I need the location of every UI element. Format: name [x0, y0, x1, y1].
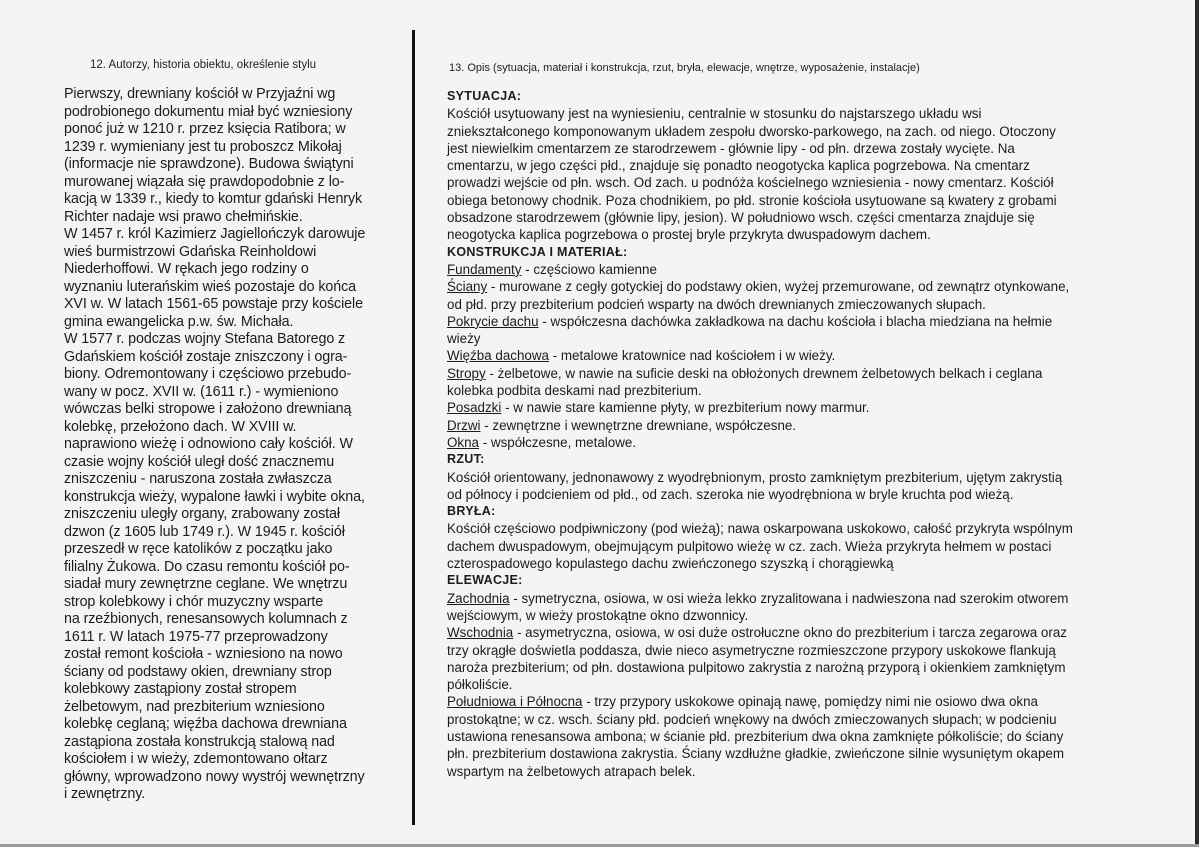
history-line: główny, wprowadzono nowy wystrój wewnętrzny	[64, 768, 365, 785]
history-line: biony. Odremontowany i częściowo przebudo-	[64, 366, 352, 382]
history-line: Pierwszy, drewniany kościół w Przyjaźni wg	[64, 86, 336, 102]
term-label: Ściany	[447, 279, 488, 295]
history-line: wyznaniu luterańskim wieś pozostaje do końca	[64, 278, 357, 295]
term-line	[447, 365, 1179, 382]
history-line: został remont kościoła - wzniesiono na nowo	[64, 646, 343, 662]
description-line: płn. prezbiterium dostawiona zakrystia. Ściany wzdłużne gładkie, zwieńczone silnie wysuniętym okapem	[447, 746, 1065, 762]
description-line: kolebka podbita deskami nad prezbiterium.	[447, 383, 702, 399]
term-line	[447, 417, 1179, 434]
section-title: KONSTRUKCJA I MATERIAŁ:	[447, 244, 628, 259]
history-line: kościołem i w wieży, zdemontowano ołtarz	[64, 751, 328, 767]
description-line: obiega betonowy chodnik. Poza chodnikiem, po płd. stronie kościoła usytuowane są kwatery z grobami	[447, 192, 1057, 208]
term-description: - współczesne, metalowe.	[479, 434, 637, 450]
description-line: prostokątne; w cz. wsch. ściany płd. podcień wnękowy na dwóch zmieczowanych słupach; w podcieniu	[447, 711, 1057, 727]
description-line: Kościół częściowo podpiwniczony (pod wieżą); nawa oskarpowana uskokowo, całość przykryta wspólnym	[447, 521, 1073, 537]
term-label: Drzwi	[447, 417, 481, 433]
history-line: zniszczeniu - naruszona została zwłaszcza	[64, 471, 332, 487]
term-description: - metalowe kratownice nad kościołem i w wieży.	[548, 348, 836, 364]
description-line: wieży	[447, 331, 481, 347]
history-line: Gdańskiem kościół zostaje zniszczony i ogra-	[64, 348, 348, 365]
term-description: - częściowo kamienne	[521, 261, 657, 277]
history-line: ściany od podstawy okien, drewniany strop	[64, 663, 332, 680]
history-header: 12. Autorzy, historia obiektu, określenie stylu	[90, 59, 317, 71]
description-line: dachem dwuspadowym, obejmującym pulpitowo wieżę w cz. zach. Wieża przykryta hełmem w postaci	[447, 538, 1052, 554]
history-line: kacją w 1339 r., kiedy to komtur gdański Henryk	[64, 191, 363, 207]
history-line: gmina ewangelicka p.w. św. Michała.	[64, 313, 294, 330]
description-text	[447, 88, 1179, 780]
term-label: Więźba dachowa	[447, 348, 549, 364]
term-line	[447, 278, 1179, 295]
history-line: Richter nadaje wsi prawo chełmińskie.	[64, 208, 303, 225]
term-description: - murowane z cegły gotyckiej do podstawy okien, wyżej przemurowane, od zewnątrz otynkowane,	[487, 279, 1070, 295]
term-label: Stropy	[447, 365, 486, 381]
description-header: 13. Opis (sytuacja, materiał i konstrukcja, rzut, bryła, elewacje, wnętrze, wyposażenie, instalacje)	[449, 62, 920, 74]
term-description: - trzy przypory uskokowe opinają nawę, pomiędzy nimi nie osiowo dwa okna	[582, 694, 1038, 710]
history-line: wieś burmistrzowi Gdańska Reinholdowi	[64, 243, 317, 260]
description-line: Kościół usytuowany jest na wyniesieniu, centralnie w stosunku do najstarszego układu wsi	[447, 106, 982, 122]
history-line: 1611 r. W latach 1975-77 przeprowadzony	[64, 628, 328, 645]
section-title: BRYŁA:	[447, 504, 496, 519]
history-text	[64, 86, 409, 804]
description-line: cmentarzu, w jego części płd., znajduje się ponadto neogotycka kaplica pogrzebowa. Na cmentarz	[447, 158, 1030, 174]
term-description: - symetryczna, osiowa, w osi wieża lekko zryzalitowana i nadwieszona nad szerokim otworem	[509, 590, 1069, 606]
history-line: żelbetowym, nad prezbiterium wzniesiono	[64, 698, 325, 715]
description-line: od północy i podcieniem od płd., od zach. szeroka nie wyodrębniona w bryle kruchta pod wieżą.	[447, 486, 1014, 502]
description-line: wspartym na żelbetowych atrapach belek.	[447, 763, 696, 779]
history-line: naprawiono wieżę i odnowiono cały kościół. W	[64, 436, 353, 452]
column-divider	[412, 30, 415, 825]
term-line	[447, 590, 1179, 607]
history-line: na rzeźbionych, renesansowych kolumnach z	[64, 611, 348, 627]
term-line	[447, 624, 1179, 641]
history-line: czasie wojny kościół uległ dość znacznemu	[64, 453, 335, 470]
description-line: ustawiona renesansowa ambona; w ścianie płd. prezbiterium dwa okna zamknięte półkoliście; do ściany	[447, 728, 1064, 744]
history-line: zniszczeniu uległy organy, zrabowany został	[64, 506, 340, 522]
description-line: jest niewielkim cmentarzem ze starodrzewem - głównie lipy - od płn. drzewa zostały wycięte. Na	[447, 140, 1015, 156]
term-line	[447, 261, 1179, 278]
description-line: trzy okrągłe doświetla poddasza, dwie nieco asymetryczne rozmieszczone przypory uskokowe flankują	[447, 642, 1056, 658]
history-line: zastąpiona została konstrukcją stalową nad	[64, 733, 335, 750]
term-line	[447, 347, 1179, 364]
history-line: wany w pocz. XVII w. (1611 r.) - wymieniono	[64, 383, 339, 400]
history-line: i zewnętrzny.	[64, 786, 146, 802]
term-label: Wschodnia	[447, 625, 514, 641]
term-label: Posadzki	[447, 400, 502, 416]
description-line: zniekształconego komponowanym układem zespołu dworsko-parkowego, na zach. od niego. Otoczony	[447, 123, 1056, 139]
history-line: (informacje nie sprawdzone). Budowa świątyni	[64, 156, 354, 172]
scan-edge-right	[1195, 0, 1199, 847]
history-line: W 1577 r. podczas wojny Stefana Batorego z	[64, 331, 346, 347]
history-line: kolebkę ceglaną; więźba dachowa drewniana	[64, 716, 347, 732]
term-label: Pokrycie dachu	[447, 313, 539, 329]
history-line: konstrukcja wieży, wypalone ławki i wybite okna,	[64, 488, 365, 505]
description-column	[447, 61, 1179, 780]
term-label: Fundamenty	[447, 261, 522, 277]
description-line: obsadzone starodrzewem (głównie lipy, jesion). W południowo wsch. części cmentarza znajduje się	[447, 210, 1035, 226]
history-line: strop kolebkowy i chór muzyczny wsparte	[64, 593, 324, 610]
description-line: naroża prezbiterium; od płn. dostawiona pulpitowo zakrystia z narożną przyporą i okienkiem zamkniętym	[447, 659, 1066, 675]
section-title: ELEWACJE:	[447, 573, 523, 588]
history-line: kolebkowy zastąpiony został stropem	[64, 681, 297, 697]
history-line: W 1457 r. król Kazimierz Jagiellończyk darowuje	[64, 226, 366, 242]
history-line: kolebkę, przełożono dach. W XVIII w.	[64, 418, 297, 435]
term-line	[447, 399, 1179, 416]
term-description: - współczesna dachówka zakładkowa na dachu kościoła i blacha miedziana na hełmie	[538, 313, 1053, 329]
description-line: czterospadowego kopulastego dachu zwieńczonego szyszką i chorągiewką	[447, 556, 894, 572]
history-line: filialny Żukowa. Do czasu remontu kościół po-	[64, 558, 350, 575]
term-line	[447, 693, 1179, 710]
history-line: murowanej wiązała się prawdopodobnie z lo-	[64, 173, 345, 190]
section-title: SYTUACJA:	[447, 89, 522, 103]
term-label: Południowa i Północna	[447, 694, 583, 710]
description-line: Kościół orientowany, jednonawowy z wyodrębnionym, prosto zamkniętym prezbiterium, ujętym zakrystią	[447, 469, 1063, 485]
history-line: 1239 r. wymieniany jest tu proboszcz Mikołaj	[64, 138, 342, 155]
term-description: - asymetryczna, osiowa, w osi duże ostrołuczne okno do prezbiterium i tarcza zegarowa oraz	[513, 625, 1067, 641]
term-label: Okna	[447, 434, 480, 450]
history-line: przeszedł w ręce katolików z początku jako	[64, 541, 333, 557]
term-description: - żelbetowe, w nawie na suficie deski na obłożonych drewnem żelbetowych belkach i ceglana	[485, 365, 1043, 381]
term-line	[447, 434, 1179, 451]
history-line: siadał mury zewnętrzne ceglane. We wnętrzu	[64, 576, 348, 592]
history-line: Niederhoffowi. W rękach jego rodziny o	[64, 261, 309, 277]
history-column	[64, 58, 409, 804]
history-line: wówczas belki stropowe i założono drewnianą	[64, 401, 352, 417]
description-line: półkoliście.	[447, 677, 513, 693]
history-line: podrobionego dokumentu miał być wzniesiony	[64, 103, 353, 120]
term-line	[447, 313, 1179, 330]
history-line: XVI w. W latach 1561-65 powstaje przy kościele	[64, 296, 363, 312]
description-line: wejściowym, w wieży prostokątne okno dzwonnicy.	[447, 607, 749, 623]
description-line: prowadzi wejście od płn. wsch. Od zach. u podnóża kościelnego wzniesienia - nowy cmentarz. Kościół	[447, 175, 1054, 191]
section-title: RZUT:	[447, 452, 485, 467]
term-label: Zachodnia	[447, 590, 510, 606]
description-line: od płd. przy prezbiterium podcień wsparty na dwóch drewnianych zmieczowanych słupach.	[447, 296, 986, 312]
description-line: neogotycka kaplica pogrzebowa o prostej bryle przykryta dwuspadowym dachem.	[447, 227, 931, 243]
term-description: - w nawie stare kamienne płyty, w prezbiterium nowy marmur.	[501, 400, 870, 416]
history-line: dzwon (z 1605 lub 1749 r.). W 1945 r. kościół	[64, 523, 345, 540]
term-description: - zewnętrzne i wewnętrzne drewniane, współczesne.	[480, 417, 797, 433]
history-line: ponoć już w 1210 r. przez księcia Ratibora; w	[64, 121, 346, 137]
